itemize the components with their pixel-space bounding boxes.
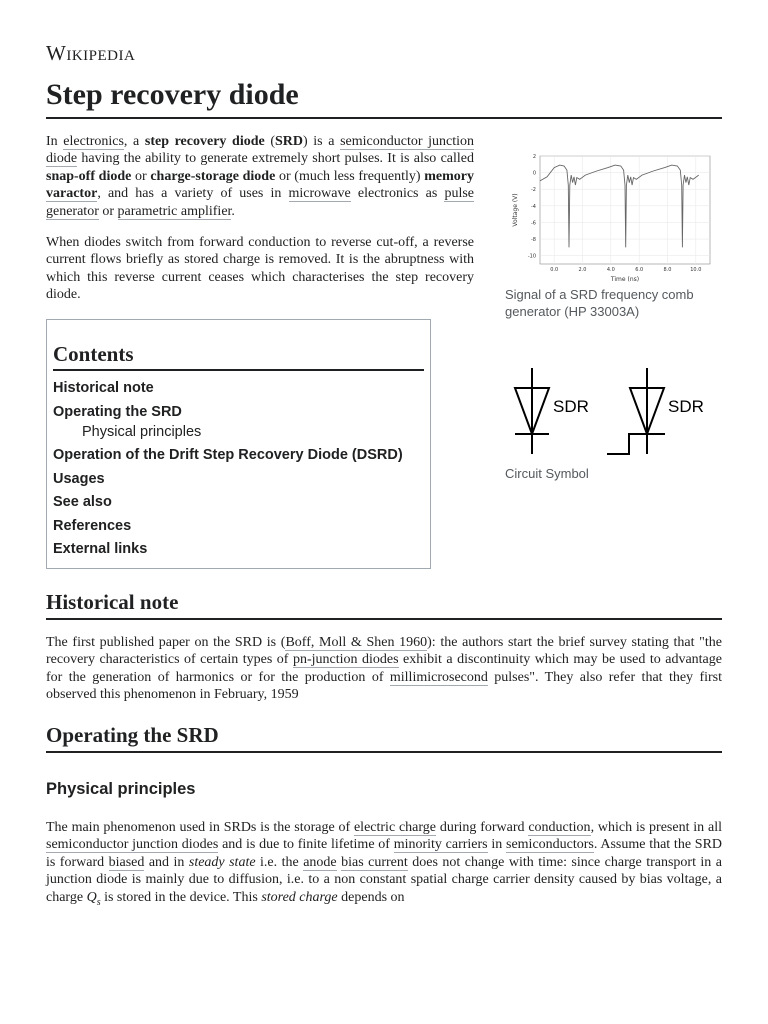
chart-x-tick-label: 10.0 [690, 267, 702, 273]
link-bias-current[interactable]: bias current [341, 854, 408, 870]
link-millimicrosecond[interactable]: millimicrosecond [389, 669, 488, 685]
sdr-label-right: SDR [668, 397, 704, 416]
chart-y-tick-label: -8 [531, 237, 536, 244]
link-pulse-generator[interactable]: pulse generator [46, 186, 475, 219]
chart-x-tick-label: 8.0 [663, 267, 672, 273]
link-semiconductors[interactable]: semiconductors [506, 837, 594, 853]
chart-y-ticks [528, 154, 536, 260]
wikipedia-wordmark[interactable]: Wikipedia [46, 41, 136, 65]
link-boff-moll-shen[interactable]: Boff, Moll & Shen 1960 [285, 635, 428, 650]
physical-principles-paragraph: The main phenomenon used in SRDs is the storage of electric charge during forward conduction, which is present in all semiconductor junction diodes and is due to finite lifetime of minority carriers in semiconductors. Assume that the SRD is forward biased and in steady state i.e. the anode bias current does not change with time: since charge transport in a junction diode is mainly due to diffusion, i.e. to a non constant spatial charge carrier density caused by bias voltage, a charge $Q_s$ is stored in the device. This stored charge depends on [46, 820, 723, 908]
intro-paragraph-2: When diodes switch from forward conduction to reverse cut-off, a reverse current flows briefly as stored charge is removed. It is the abruptness with which this reverse current ceases which characterises the step recovery diode. [46, 235, 474, 303]
heading-historical-note: Historical note [46, 588, 722, 620]
figure-caption-circuit: Circuit Symbol [505, 466, 589, 481]
srd-signal-chart[interactable] [505, 150, 715, 283]
link-varactor[interactable]: varactor [46, 186, 98, 202]
chart-x-ticks [550, 267, 701, 273]
table-of-contents [46, 319, 431, 569]
link-conduction[interactable]: conduction [528, 820, 591, 835]
chart-y-tick-label: 2 [532, 154, 536, 160]
link-semiconductor-junction-diode[interactable]: semiconductor junction diode [46, 134, 474, 167]
link-electronics[interactable]: electronics [63, 134, 124, 149]
toc-item-operating-the-srd[interactable]: Operating the SRD [53, 403, 182, 420]
toc-item-historical-note[interactable]: Historical note [53, 380, 154, 396]
toc-item-physical-principles[interactable]: Physical principles [82, 424, 202, 440]
chart-y-tick-label: 0 [532, 170, 536, 177]
chart-x-tick-label: 4.0 [606, 267, 615, 273]
link-electric-charge[interactable]: electric charge [353, 820, 437, 835]
heading-physical-principles: Physical principles [46, 780, 196, 798]
chart-x-tick-label: 2.0 [578, 267, 587, 273]
chart-y-tick-label: -4 [531, 203, 536, 210]
intro-paragraph-1: In electronics, a step recovery diode (SRD) is a semiconductor junction diode having the ability to generate extremely short pulses. It is also called snap-off diode or charge-storage diode or (much less frequently) memory varactor, and has a variety of uses in microwave electronics as pulse generator or parametric amplifier. [46, 134, 475, 219]
chart-x-tick-label: 6.0 [635, 267, 644, 273]
toc-item-usages[interactable]: Usages [53, 470, 105, 487]
link-anode[interactable]: anode [303, 854, 337, 870]
heading-operating-the-srd: Operating the SRD [46, 721, 722, 753]
link-microwave[interactable]: microwave [288, 186, 351, 202]
link-semiconductor-junction-diodes[interactable]: semiconductor junction diodes [46, 837, 219, 853]
link-pn-junction-diodes[interactable]: pn-junction diodes [292, 652, 399, 668]
sdr-label-left: SDR [553, 397, 589, 416]
chart-y-tick-label: -10 [527, 253, 536, 260]
figure-caption-signal: Signal of a SRD frequency comb generator (HP 33003A) [505, 287, 694, 319]
diode-symbol-right [607, 368, 665, 454]
chart-y-label: Voltage (V) [512, 193, 519, 227]
link-minority-carriers[interactable]: minority carriers [393, 837, 488, 853]
toc-item-external-links[interactable]: External links [53, 541, 148, 557]
toc-item-references[interactable]: References [53, 517, 132, 534]
toc-title: Contents [53, 342, 424, 371]
link-biased[interactable]: biased [108, 854, 145, 870]
toc-item-dsrd[interactable]: Operation of the Drift Step Recovery Diode (DSRD) [53, 447, 403, 463]
link-parametric-amplifier[interactable]: parametric amplifier [117, 203, 232, 219]
page-title: Step recovery diode [46, 76, 722, 119]
chart-y-tick-label: -2 [531, 187, 536, 194]
chart-y-tick-label: -6 [531, 220, 536, 227]
toc-item-see-also[interactable]: See also [53, 494, 112, 510]
historical-paragraph: The first published paper on the SRD is (Boff, Moll & Shen 1960): the authors start the brief survey stating that "the recovery characteristics of certain types of pn-junction diodes exhibit a discontinuity which may be used to advantage for the generation of harmonics or for the production of millimicrosecond pulses". They also refer that they first observed this phenomenon in February, 1959 [46, 635, 723, 703]
math-q-s: $Q_s$ [86, 889, 101, 908]
circuit-symbol-figure[interactable] [505, 364, 720, 459]
diode-symbol-left [515, 368, 549, 454]
chart-x-label: Time (ns) [610, 276, 640, 283]
chart-x-tick-label: 0.0 [550, 267, 559, 273]
